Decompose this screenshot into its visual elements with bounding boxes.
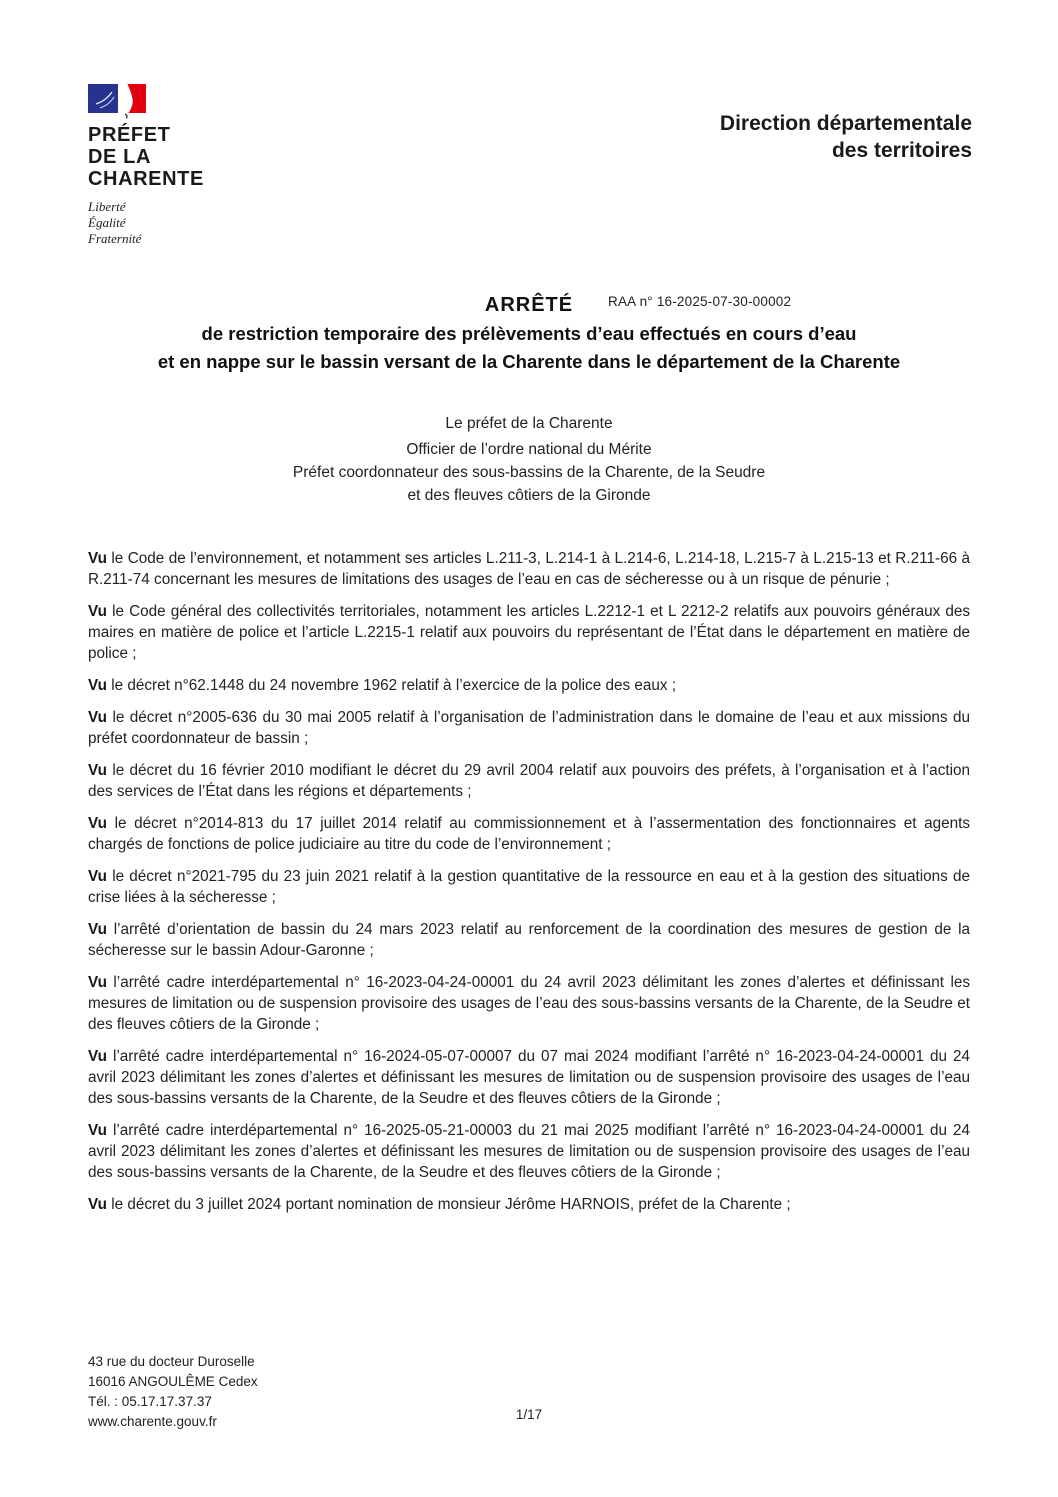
vu-lead: Vu bbox=[88, 1122, 107, 1139]
vu-text: le décret n°62.1448 du 24 novembre 1962 relatif à l’exercice de la police des eaux ; bbox=[111, 677, 677, 694]
vu-text: le décret n°2014-813 du 17 juillet 2014 relatif au commissionnement et à l’assermentation des fonctionnaires et agents chargés de fonctions de police judiciaire au titre du code de l’environnement ; bbox=[88, 815, 970, 853]
footer-address-line: 16016 ANGOULÊME Cedex bbox=[88, 1374, 258, 1389]
vu-lead: Vu bbox=[88, 1048, 107, 1065]
title-block bbox=[0, 294, 1058, 376]
vu-text: le décret n°2021-795 du 23 juin 2021 relatif à la gestion quantitative de la ressource en eau et à la gestion des situations de crise liées à la sécheresse ; bbox=[88, 868, 971, 906]
prefect-title-line: Officier de l’ordre national du Mérite bbox=[406, 441, 652, 458]
vu-text: l’arrêté cadre interdépartemental n° 16-2023-04-24-00001 du 24 avril 2023 délimitant les zones d’alertes et définissant les mesures de limitation ou de suspension provisoire des usages de l’eau des sous-bassins versants de la Charente, de la Seudre et des fleuves côtiers de la Gironde ; bbox=[88, 974, 970, 1033]
vu-text: le décret n°2005-636 du 30 mai 2005 relatif à l’organisation de l’administration dans le domaine de l’eau et aux missions du préfet coordonnateur de bassin ; bbox=[88, 709, 970, 747]
vu-text: l’arrêté cadre interdépartemental n° 16-2025-05-21-00003 du 21 mai 2025 modifiant l’arrêté n° 16-2023-04-24-00001 du 24 avril 2023 délimitant les zones d’alertes et définissant les mesures de limitation ou de suspension provisoire des usages de l’eau des sous-bassins versants de la Charente, de la Seudre et des fleuves côtiers de la Gironde ; bbox=[88, 1122, 971, 1181]
motto-line: Liberté bbox=[88, 199, 126, 214]
motto-line: Fraternité bbox=[88, 231, 142, 246]
vu-lead: Vu bbox=[88, 762, 107, 779]
motto-line: Égalité bbox=[88, 215, 126, 230]
french-flag-marianne-icon bbox=[88, 84, 148, 120]
vu-paragraph bbox=[88, 760, 970, 802]
prefect-title-line: et des fleuves côtiers de la Gironde bbox=[407, 487, 651, 504]
vu-text: le décret du 16 février 2010 modifiant le décret du 29 avril 2004 relatif aux pouvoirs des préfets, à l’organisation et à l’action des services de l’État dans les régions et départements ; bbox=[88, 762, 971, 800]
vu-paragraph bbox=[88, 1120, 970, 1183]
prefecture-logo-block bbox=[88, 84, 204, 247]
vu-text: le Code de l’environnement, et notamment ses articles L.211-3, L.214-1 à L.214-6, L.214-18, L.215-7 à L.215-13 et R.211-66 à R.211-74 concernant les mesures de limitations des usages de l’eau en cas de sécheresse ou à un risque de pénurie ; bbox=[88, 550, 970, 588]
vu-paragraph bbox=[88, 675, 970, 696]
page-number: 1/17 bbox=[515, 1407, 543, 1422]
agency-name-line: PRÉFET bbox=[88, 124, 171, 146]
document-type-heading: ARRÊTÉ bbox=[484, 294, 574, 316]
vu-text: l’arrêté cadre interdépartemental n° 16-2024-05-07-00007 du 07 mai 2024 modifiant l’arrêté n° 16-2023-04-24-00001 du 24 avril 2023 délimitant les zones d’alertes et définissant les mesures de limitation ou de suspension provisoire des usages de l’eau des sous-bassins versants de la Charente, de la Seudre et des fleuves côtiers de la Gironde ; bbox=[88, 1048, 971, 1107]
vu-lead: Vu bbox=[88, 815, 107, 832]
vu-lead: Vu bbox=[88, 1196, 107, 1213]
vu-text: l’arrêté d’orientation de bassin du 24 mars 2023 relatif au renforcement de la coordination des mesures de gestion de la sécheresse sur le bassin Adour-Garonne ; bbox=[88, 921, 970, 959]
vu-lead: Vu bbox=[88, 974, 107, 991]
vu-paragraph bbox=[88, 601, 970, 664]
vu-paragraph bbox=[88, 1046, 970, 1109]
document-title-line-1: de restriction temporaire des prélèvements d’eau effectués en cours d’eau bbox=[201, 323, 857, 344]
vu-lead: Vu bbox=[88, 603, 107, 620]
agency-name bbox=[88, 124, 204, 190]
vu-paragraph bbox=[88, 548, 970, 590]
agency-name-line: CHARENTE bbox=[88, 168, 204, 190]
footer-address-line: 43 rue du docteur Duroselle bbox=[88, 1354, 255, 1369]
directorate-line-1: Direction départementale bbox=[719, 112, 972, 135]
vu-paragraph bbox=[88, 813, 970, 855]
directorate-line-2: des territoires bbox=[831, 139, 972, 162]
vu-text: le décret du 3 juillet 2024 portant nomination de monsieur Jérôme HARNOIS, préfet de la Charente ; bbox=[111, 1196, 791, 1213]
vu-paragraph bbox=[88, 972, 970, 1035]
vu-paragraph bbox=[88, 919, 970, 961]
vu-paragraph bbox=[88, 1194, 970, 1215]
prefect-title-line: Préfet coordonnateur des sous-bassins de la Charente, de la Seudre bbox=[292, 464, 766, 481]
footer-address-line: Tél. : 05.17.17.37.37 bbox=[88, 1394, 212, 1409]
republic-motto bbox=[88, 199, 204, 247]
vu-paragraph bbox=[88, 707, 970, 749]
prefect-title-line: Le préfet de la Charente bbox=[445, 415, 613, 432]
raa-reference-number: RAA n° 16-2025-07-30-00002 bbox=[608, 294, 792, 309]
document-title-line-2: et en nappe sur le bassin versant de la Charente dans le département de la Charente bbox=[157, 351, 901, 372]
agency-name-line: DE LA bbox=[88, 146, 151, 168]
vu-lead: Vu bbox=[88, 709, 107, 726]
prefect-titles bbox=[0, 412, 1058, 507]
footer-address-line: www.charente.gouv.fr bbox=[88, 1414, 217, 1429]
vu-lead: Vu bbox=[88, 550, 107, 567]
vu-lead: Vu bbox=[88, 677, 107, 694]
vu-paragraph bbox=[88, 866, 970, 908]
vu-text: le Code général des collectivités territoriales, notamment les articles L.2212-1 et L 2212-2 relatifs aux pouvoirs généraux des maires en matière de police et l’article L.2215-1 relatif aux pouvoirs du représentant de l’État dans le département en matière de police ; bbox=[88, 603, 971, 662]
issuing-directorate bbox=[720, 110, 972, 164]
vu-lead: Vu bbox=[88, 868, 107, 885]
vu-lead: Vu bbox=[88, 921, 107, 938]
body-paragraphs bbox=[88, 548, 970, 1226]
